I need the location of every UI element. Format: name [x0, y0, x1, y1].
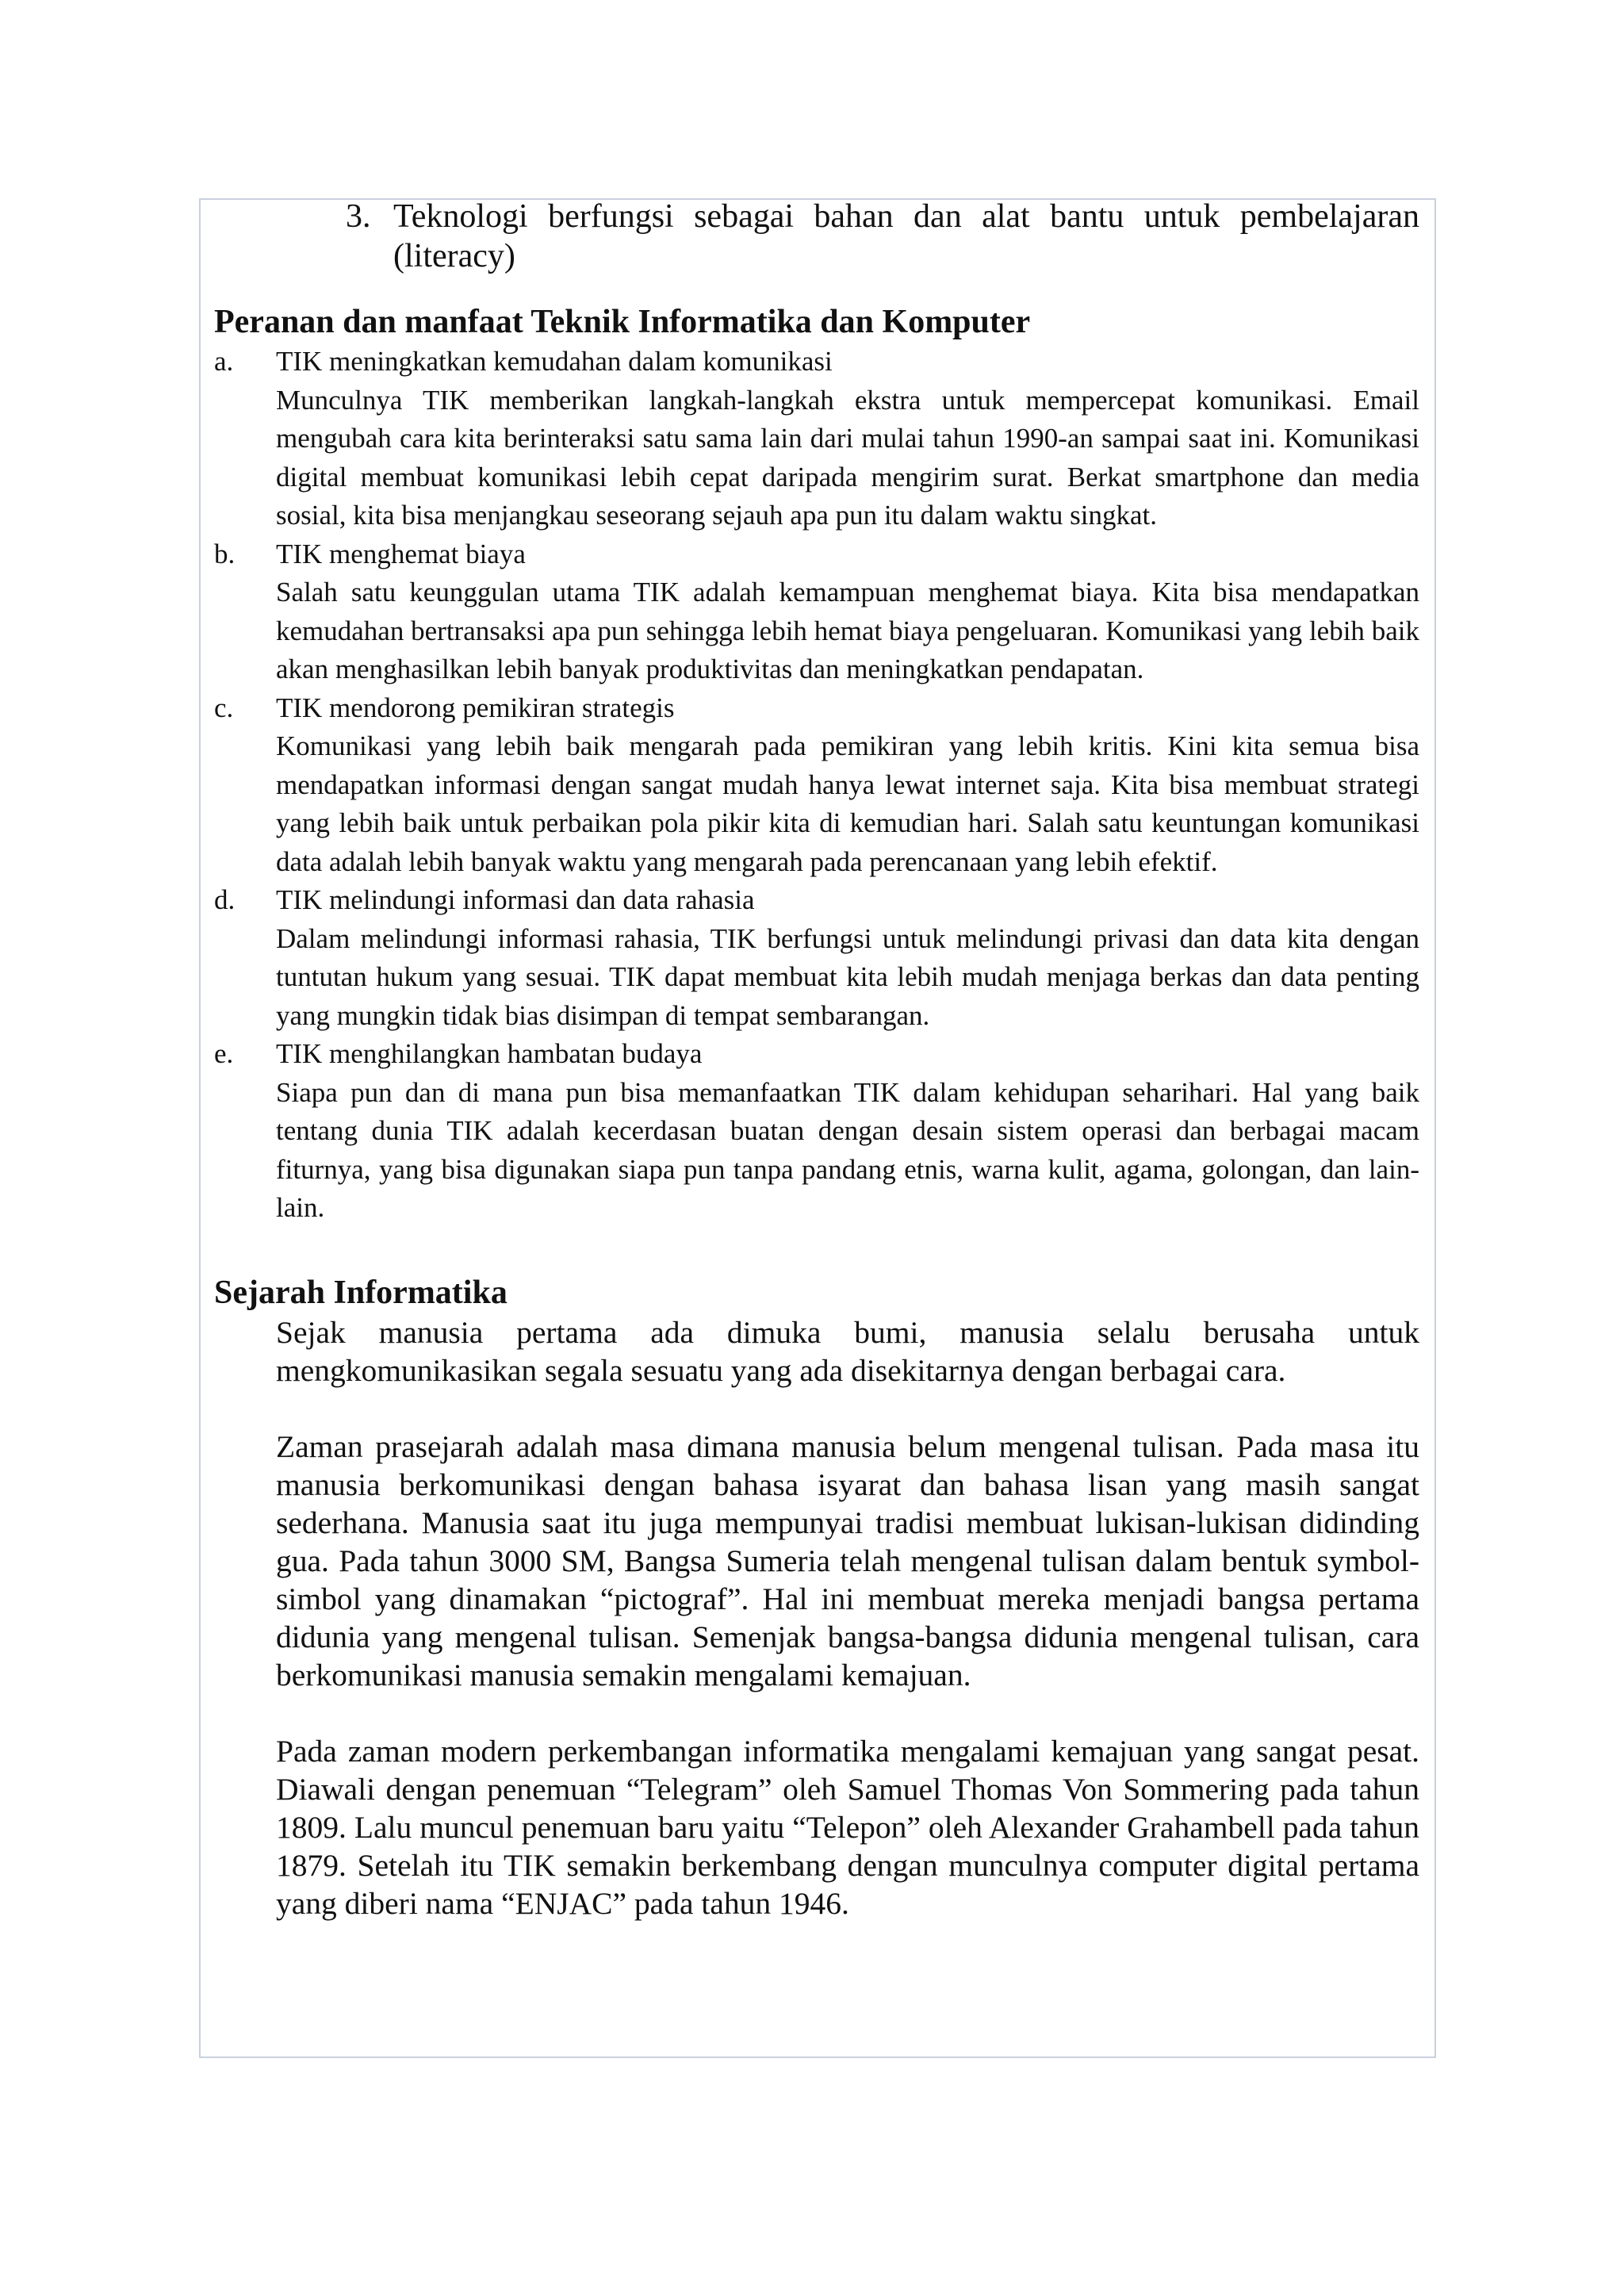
list-marker: d. [214, 884, 236, 915]
list-item [214, 1035, 1419, 1228]
list-item-title: TIK melindungi informasi dan data rahasia [276, 884, 755, 915]
paragraph: Zaman prasejarah adalah masa dimana manusia belum mengenal tulisan. Pada masa itu manusia berkomunikasi dengan bahasa isyarat dan bahasa lisan yang masih sangat sederhana. Manusia saat itu juga mempunyai tradisi membuat lukisan-lukisan didinding gua. Pada tahun 3000 SM, Bangsa Sumeria telah mengenal tulisan dalam bentuk symbol-simbol yang dinamakan “pictograf”. Hal ini membuat mereka menjadi bangsa pertama didunia yang mengenal tulisan. Semenjak bangsa-bangsa didunia mengenal tulisan, cara berkomunikasi manusia semakin mengalami kemajuan. [276, 1428, 1419, 1692]
list-item-body: Siapa pun dan di mana pun bisa memanfaatkan TIK dalam kehidupan seharihari. Hal yang baik tentang dunia TIK adalah kecerdasan buatan dengan desain sistem operasi dan berbagai macam fiturnya, yang bisa digunakan siapa pun tanpa pandang etnis, warna kulit, agama, golongan, dan lain-lain. [276, 1076, 1419, 1223]
list-item [214, 881, 1419, 1035]
list-marker: a. [214, 346, 234, 377]
list-item-body: Dalam melindungi informasi rahasia, TIK berfungsi untuk melindungi privasi dan data kita dengan tuntutan hukum yang sesuai. TIK dapat membuat kita lebih mudah menjaga berkas dan data penting yang mungkin tidak bias disimpan di tempat sembarangan. [276, 922, 1419, 1031]
list-item [214, 689, 1419, 882]
section-title-peranan: Peranan dan manfaat Teknik Informatika dan Komputer [214, 304, 1031, 340]
list-number: 3. [346, 198, 371, 235]
history-paragraphs [214, 1313, 1419, 1922]
list-marker: b. [214, 538, 236, 569]
paragraph: Sejak manusia pertama ada dimuka bumi, manusia selalu berusaha untuk mengkomunikasikan segala sesuatu yang ada disekitarnya dengan berbagai cara. [276, 1314, 1419, 1388]
list-item [214, 343, 1419, 535]
list-item-title: TIK meningkatkan kemudahan dalam komunikasi [276, 346, 833, 377]
document-content [214, 197, 1419, 1922]
paragraph: Pada zaman modern perkembangan informatika mengalami kemajuan yang sangat pesat. Diawali dengan penemuan “Telegram” oleh Samuel Thomas Von Sommering pada tahun 1809. Lalu muncul penemuan baru yaitu “Telepon” oleh Alexander Grahambell pada tahun 1879. Setelah itu TIK semakin berkembang dengan munculnya computer digital pertama yang diberi nama “ENJAC” pada tahun 1946. [276, 1733, 1419, 1921]
list-marker: c. [214, 692, 234, 723]
section-title-sejarah: Sejarah Informatika [214, 1274, 508, 1311]
list-item [214, 535, 1419, 689]
list-item-body: Salah satu keunggulan utama TIK adalah kemampuan menghemat biaya. Kita bisa mendapatkan kemudahan bertransaksi apa pun sehingga lebih hemat biaya pengeluaran. Komunikasi yang lebih baik akan menghasilkan lebih banyak produktivitas dan meningkatkan pendapatan. [276, 577, 1419, 684]
list-item-body: Komunikasi yang lebih baik mengarah pada pemikiran yang lebih kritis. Kini kita semua bisa mendapatkan informasi dengan sangat mudah hanya lewat internet saja. Kita bisa membuat strategi yang lebih baik untuk perbaikan pola pikir kita di kemudian hari. Salah satu keuntungan komunikasi data adalah lebih banyak waktu yang mengarah pada perencanaan yang lebih efektif. [276, 730, 1419, 877]
numbered-list-item [214, 197, 1419, 276]
list-item-title: TIK mendorong pemikiran strategis [276, 692, 675, 723]
list-marker: e. [214, 1038, 234, 1069]
benefits-list [214, 343, 1419, 1228]
list-item-text: Teknologi berfungsi sebagai bahan dan alat bantu untuk pembelajaran (literacy) [393, 198, 1419, 274]
list-item-body: Munculnya TIK memberikan langkah-langkah ekstra untuk mempercepat komunikasi. Email mengubah cara kita berinteraksi satu sama lain dari mulai tahun 1990-an sampai saat ini. Komunikasi digital membuat komunikasi lebih cepat daripada mengirim surat. Berkat smartphone dan media sosial, kita bisa menjangkau seseorang sejauh apa pun itu dalam waktu singkat. [276, 384, 1419, 531]
list-item-title: TIK menghemat biaya [276, 538, 526, 569]
list-item-title: TIK menghilangkan hambatan budaya [276, 1038, 703, 1069]
